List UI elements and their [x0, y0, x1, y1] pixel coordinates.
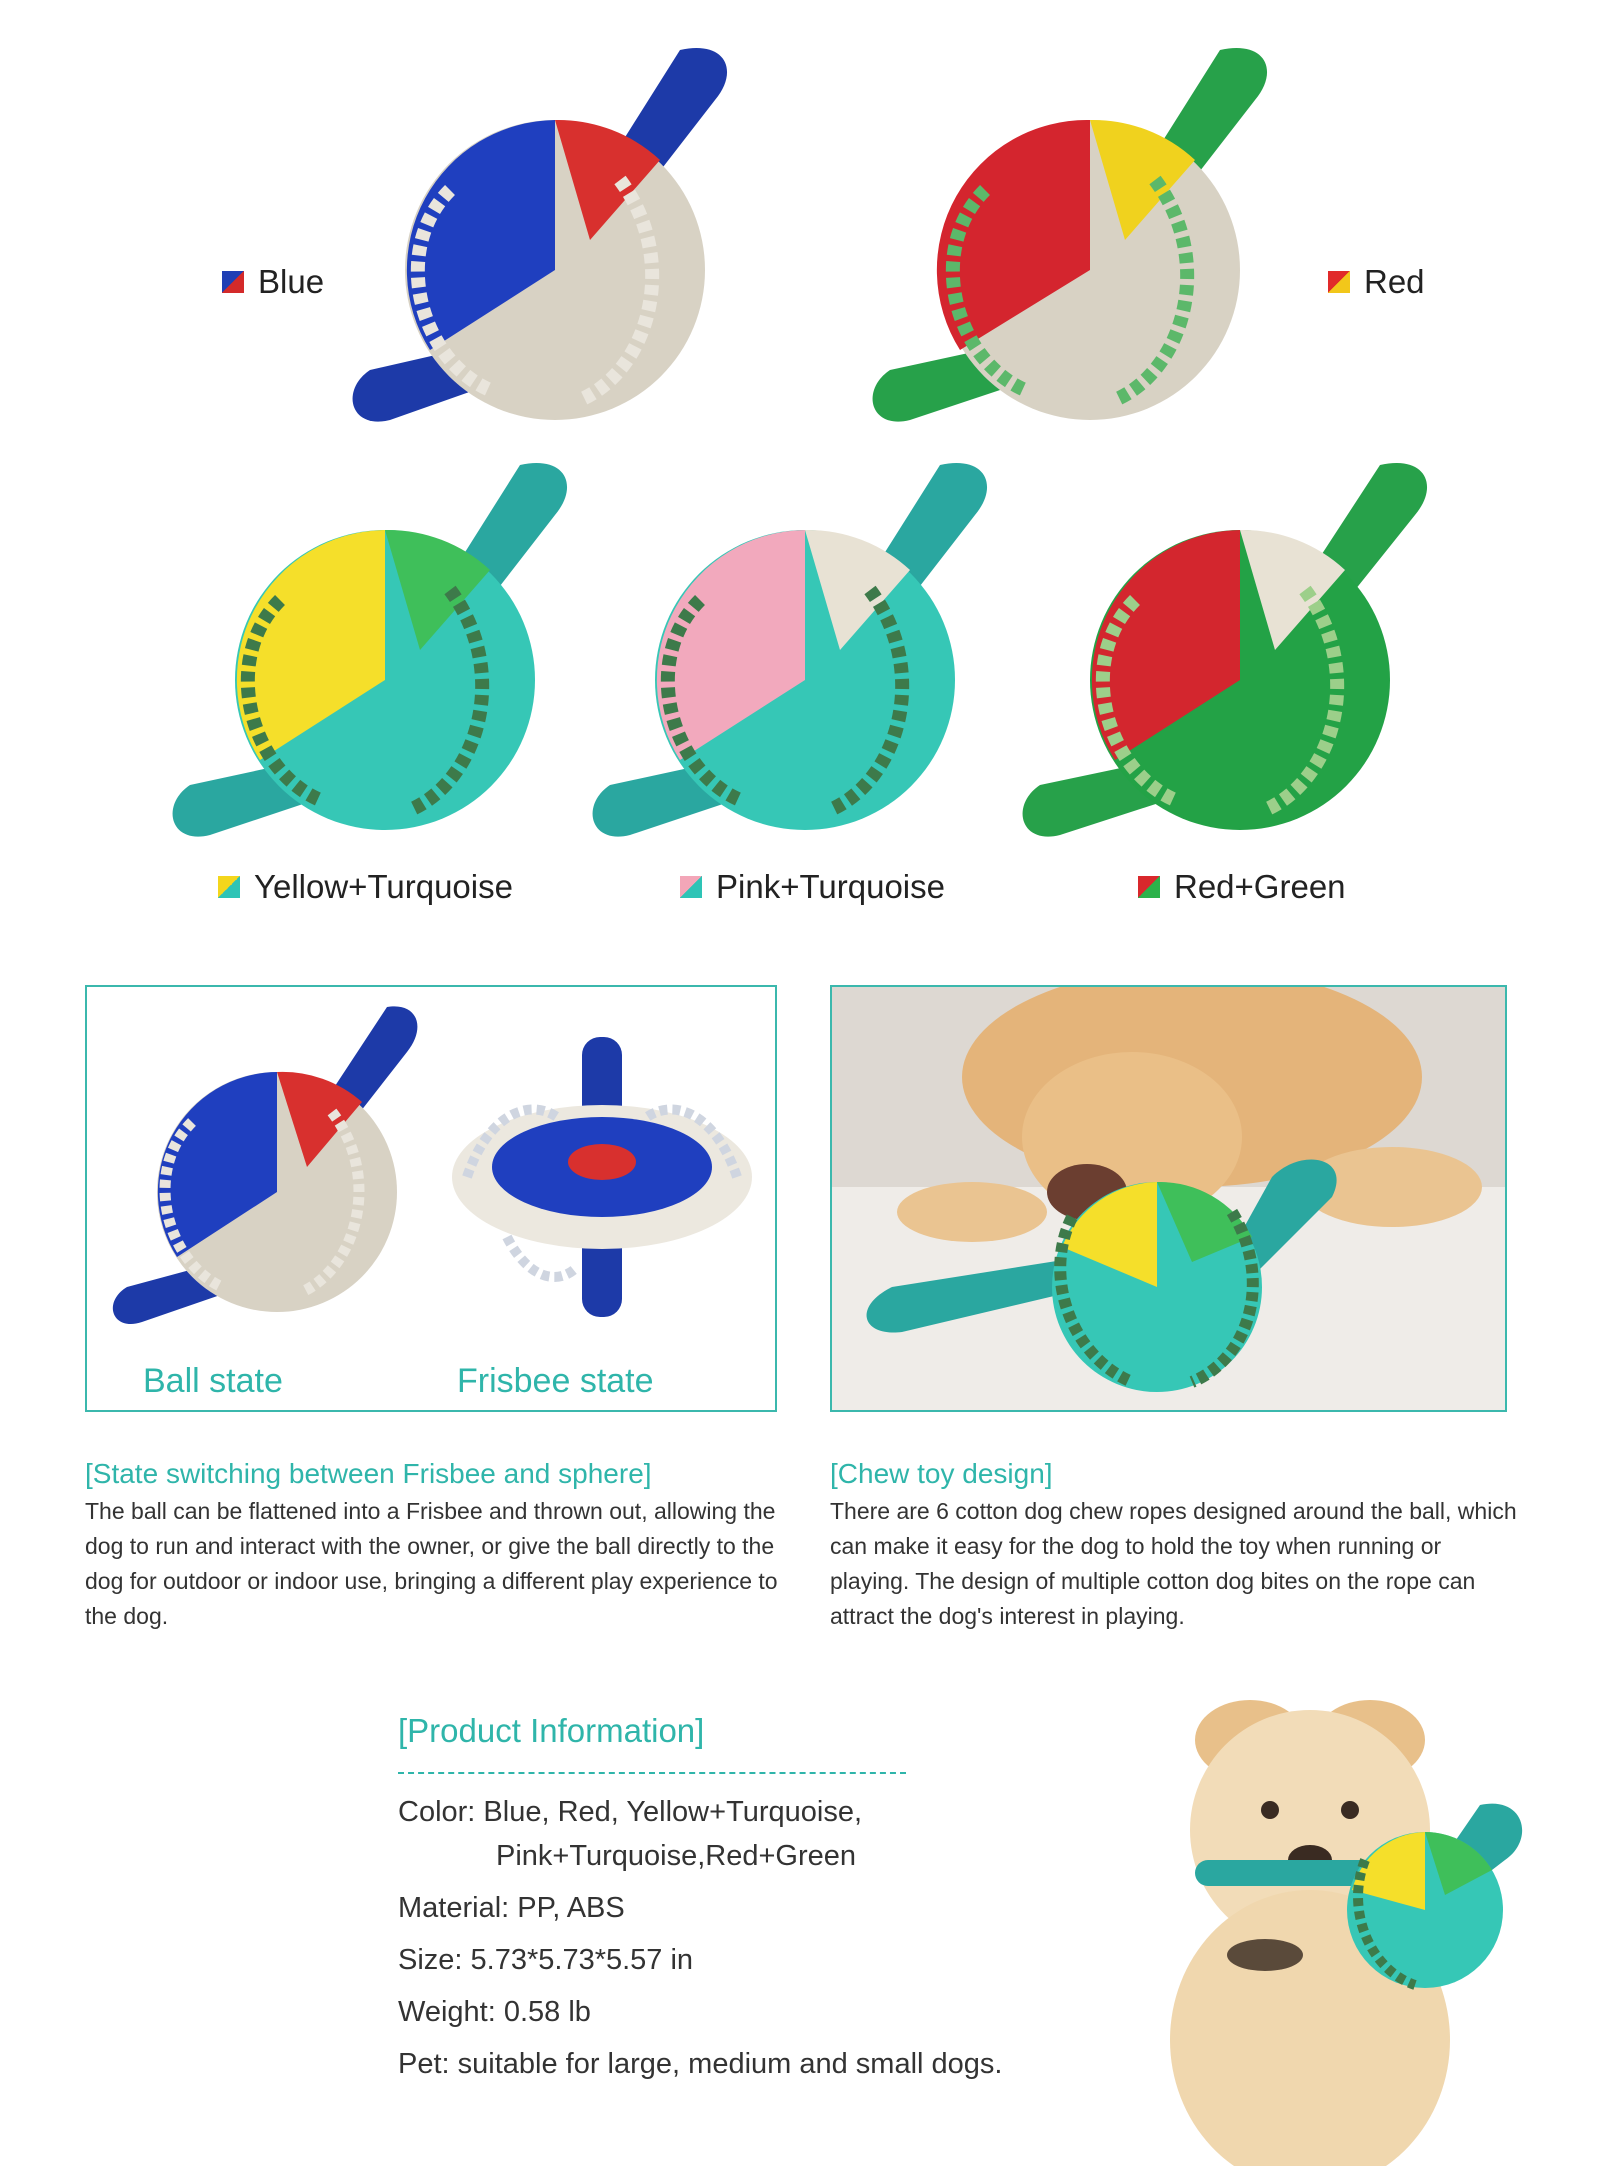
swatch-blue	[222, 271, 244, 293]
dog-carrying-ball-image	[1120, 1700, 1540, 2166]
variant-name: Pink+Turquoise	[716, 868, 945, 905]
feature-body-switching: The ball can be flattened into a Frisbee and thrown out, allowing the dog to run and interact with the owner, or give the ball directly to the dog for outdoor or indoor use, bringing a different play experience to the dog.	[85, 1498, 778, 1629]
product-info-title: [Product Information]	[398, 1712, 705, 1749]
frisbee-state-label: Frisbee state	[457, 1362, 654, 1400]
swatch-red-green	[1138, 876, 1160, 898]
dog-chewing-photo	[830, 985, 1507, 1412]
variant-name: Yellow+Turquoise	[254, 868, 513, 905]
product-image-blue	[330, 40, 760, 430]
feature-title-switching: [State switching between Frisbee and sphere]	[85, 1458, 652, 1489]
ball-state-image	[97, 997, 427, 1337]
product-info-size: Size: 5.73*5.73*5.57 in	[398, 1944, 694, 1976]
product-image-yellow-turquoise	[160, 455, 580, 845]
product-image-red	[850, 40, 1290, 430]
swatch-red	[1328, 271, 1350, 293]
product-info-material: Material: PP, ABS	[398, 1892, 625, 1924]
product-info-divider	[398, 1772, 906, 1774]
frisbee-state-image	[447, 1027, 757, 1327]
product-info-pet: Pet: suitable for large, medium and small dogs.	[398, 2048, 1003, 2080]
product-info-weight: Weight: 0.58 lb	[398, 1996, 591, 2028]
variant-label-pink-turquoise	[680, 868, 945, 906]
variant-label-red	[1328, 263, 1425, 301]
product-info-color-cont: Pink+Turquoise,Red+Green	[496, 1840, 857, 1872]
variant-name: Blue	[258, 263, 325, 300]
variant-label-blue	[222, 263, 324, 301]
product-image-red-green	[1010, 455, 1440, 845]
swatch-pink-turquoise	[680, 876, 702, 898]
product-image-pink-turquoise	[580, 455, 1000, 845]
ball-state-label: Ball state	[143, 1362, 283, 1400]
variant-name: Red	[1364, 263, 1425, 300]
variant-label-yellow-turquoise	[218, 868, 513, 906]
feature-title-chew: [Chew toy design]	[830, 1458, 1053, 1489]
swatch-yellow-turquoise	[218, 876, 240, 898]
variant-name: Red+Green	[1174, 868, 1346, 905]
product-info-color: Color: Blue, Red, Yellow+Turquoise,	[398, 1796, 862, 1828]
feature-body-chew: There are 6 cotton dog chew ropes designed around the ball, which can make it easy for the dog to hold the toy when running or playing. The design of multiple cotton dog bites on the rope can attract the dog's interest in playing.	[830, 1498, 1517, 1629]
variant-label-red-green	[1138, 868, 1346, 906]
dog-chewing-illustration	[832, 987, 1505, 1410]
state-comparison-box	[85, 985, 777, 1412]
